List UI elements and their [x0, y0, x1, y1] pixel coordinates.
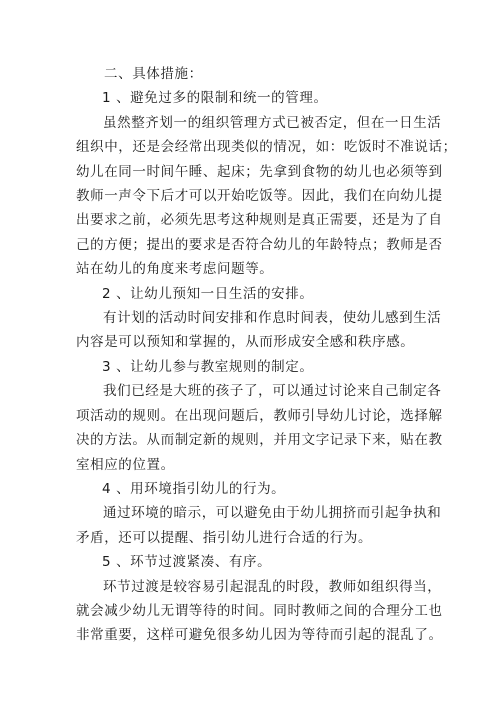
paragraph-line: 幼儿在同一时间午睡、起床；先拿到食物的幼儿也必须等到 — [76, 163, 443, 180]
measure-heading: 3 、让幼儿参与教室规则的制定。 — [102, 358, 314, 375]
paragraph-line: 出要求之前，必须先思考这种规则是真正需要，还是为了自 — [76, 212, 443, 229]
document-body — [76, 62, 457, 648]
section-heading: 二、具体措施： — [104, 66, 203, 82]
paragraph-line: 决的方法。从而制定新的规则，并用文字记录下来，贴在教 — [76, 432, 443, 449]
paragraph-line: 我们已经是大班的孩子了，可以通过讨论来自己制定各 — [103, 383, 442, 400]
paragraph-line: 通过环境的暗示，可以避免由于幼儿拥挤而引起争执和 — [103, 505, 442, 522]
measure-heading: 2 、让幼儿预知一日生活的安排。 — [102, 285, 314, 302]
paragraph-line: 站在幼儿的角度来考虑问题等。 — [76, 261, 274, 278]
measure-heading: 4 、用环境指引幼儿的行为。 — [102, 480, 286, 497]
paragraph-line: 室相应的位置。 — [76, 456, 175, 473]
paragraph-line: 就会减少幼儿无谓等待的时间。同时教师之间的合理分工也 — [76, 602, 443, 619]
measure-heading: 1 、避免过多的限制和统一的管理。 — [102, 90, 328, 107]
paragraph-line: 环节过渡是较容易引起混乱的时段，教师如组织得当， — [103, 578, 442, 595]
paragraph-line: 项活动的规则。在出现问题后，教师引导幼儿讨论，选择解 — [76, 407, 443, 424]
paragraph-line: 己的方便；提出的要求是否符合幼儿的年龄特点；教师是否 — [76, 236, 443, 253]
paragraph-line: 非常重要，这样可避免很多幼儿因为等待而引起的混乱了。 — [76, 627, 443, 644]
paragraph-line: 组织中，还是会经常出现类似的情况，如：吃饭时不准说话； — [76, 139, 457, 156]
paragraph-line: 内容是可以预知和掌握的，从而形成安全感和秩序感。 — [76, 334, 415, 351]
paragraph-line: 教师一声令下后才可以开始吃饭等。因此，我们在向幼儿提 — [76, 188, 443, 205]
paragraph-line: 有计划的活动时间安排和作息时间表，使幼儿感到生活 — [103, 310, 442, 327]
paragraph-line: 矛盾，还可以提醒、指引幼儿进行合适的行为。 — [76, 529, 373, 546]
measure-heading: 5 、环节过渡紧凑、有序。 — [102, 554, 272, 571]
paragraph-line: 虽然整齐划一的组织管理方式已被否定，但在一日生活 — [103, 114, 442, 131]
